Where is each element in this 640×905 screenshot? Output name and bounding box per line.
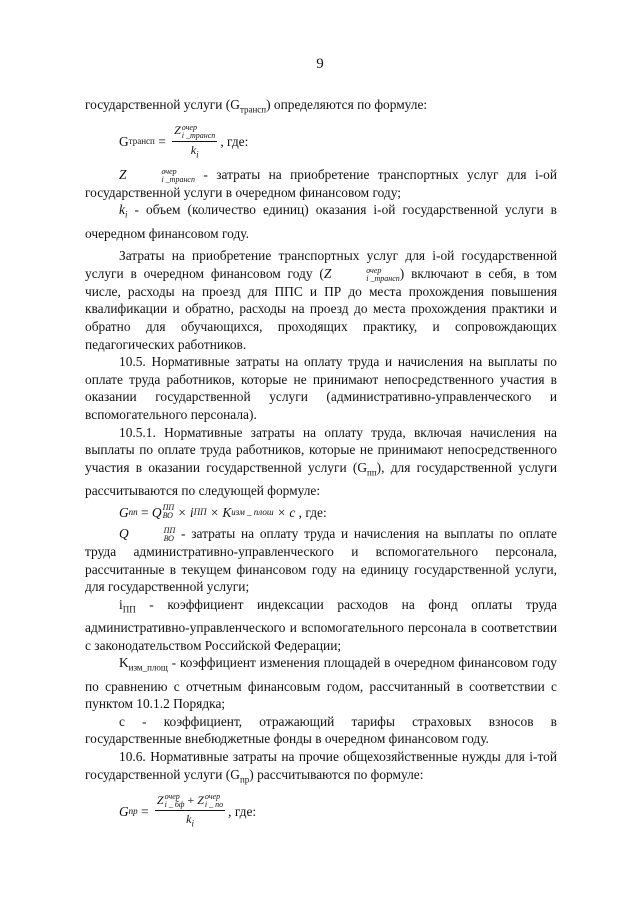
paragraph-10-5: 10.5. Нормативные затраты на оплату труда и начисления на выплаты по оплате труда работников, которые не принимают непосредственного участия в оказании государственной услуги (административно-управленческого и вспомогательного персонала). <box>85 354 557 422</box>
k-symbol: K <box>119 655 129 671</box>
subscript: i <box>191 818 194 829</box>
supsub <box>332 267 400 283</box>
q-symbol: Q <box>119 526 129 542</box>
denominator <box>186 811 194 830</box>
text: 10.5.1. Нормативные затраты на оплату труда, включая начисления на выплаты по оплате труда работников, которые не принимают непосредственного участия в оказании государственной услуги (G <box>85 424 557 475</box>
q-symbol: Q <box>151 504 162 520</box>
text: - затраты на оплату труда и начисления на выплаты по оплате труда административно-управленческого и вспомогательного персонала, рассчитанные в текущем финансовом году на единицу государственной услуги, для государственной услуги; <box>85 526 557 595</box>
k-symbol: k <box>186 812 192 827</box>
fraction <box>155 793 225 831</box>
supsub <box>130 527 176 543</box>
definition-q <box>85 525 557 596</box>
formula-transport <box>119 123 557 161</box>
sup: очер <box>181 122 197 132</box>
text: государственной услуги (G <box>85 97 240 112</box>
sub: ВО <box>162 511 173 521</box>
formula-tail: , где: <box>228 803 257 819</box>
formula-staff <box>119 504 557 522</box>
sup: очер <box>161 166 177 176</box>
fraction <box>172 123 217 161</box>
supsub <box>127 168 195 184</box>
sub: i _трансп <box>161 174 195 184</box>
numerator <box>172 123 217 141</box>
paragraph-10-6 <box>85 748 557 789</box>
text: ), для государственной услуги рассчитываются по следующей формуле: <box>85 459 557 498</box>
supsub <box>163 504 175 520</box>
sup: очер <box>164 792 180 802</box>
i-symbol: i <box>119 596 123 612</box>
subscript: i <box>196 148 199 159</box>
sub: i _трансп <box>181 130 216 140</box>
sup: очер <box>366 265 382 275</box>
plus: + <box>184 792 198 807</box>
z-symbol: Z <box>174 123 181 138</box>
formula-lhs: G <box>119 504 129 520</box>
text: ) включают в себя, в том числе, расходы на проезд для ППС и ПР до места прохождения повышения квалификации и обратно, расходы на проезд до места прохождения практики и обратно для обучающихся, проходящих практику, и сопровождающих педагогических работников. <box>85 265 557 352</box>
equals: = <box>154 134 170 150</box>
formula-tail: , где: <box>295 504 327 520</box>
z-symbol: Z <box>323 265 332 281</box>
k-term: × K <box>206 504 232 520</box>
k-symbol: k <box>190 142 197 157</box>
text: 10.6. Нормативные затраты на прочие общехозяйственные нужды для i-той государственной услуги (G <box>85 748 557 782</box>
denominator <box>191 142 199 161</box>
text: ) рассчитываются по формуле: <box>249 766 424 782</box>
definition-k-area <box>85 654 557 712</box>
supsub <box>182 124 216 140</box>
subscript: i <box>124 210 128 221</box>
sub: i _ по <box>204 800 224 810</box>
text: - объем (количество единиц) оказания i-ой государственной услуги в очередном финансовом году. <box>85 202 557 241</box>
supsub <box>205 793 223 809</box>
definition-k <box>85 201 557 242</box>
sup: очер <box>204 792 221 802</box>
equals: = <box>137 803 152 819</box>
formula-lhs: G <box>119 134 129 150</box>
z-symbol: Z <box>156 792 164 807</box>
document-body <box>85 96 557 832</box>
paragraph-10-5-1 <box>85 424 557 500</box>
subscript: ПП <box>193 506 207 517</box>
formula-tail: , где: <box>220 134 249 150</box>
subscript: изм_площ <box>128 663 168 674</box>
text: Затраты на приобретение транспортных услуг для i-ой государственной услуги в очередном финансовом году ( <box>85 248 557 281</box>
paragraph-transport-costs <box>85 247 557 353</box>
formula-lhs: G <box>119 803 129 819</box>
definition-c: с - коэффициент, отражающий тарифы страховых взносов в государственные внебюджетные фонды в очередном финансовом году. <box>85 713 557 747</box>
sub: i _трансп <box>366 273 400 283</box>
subscript: пп <box>367 467 377 478</box>
formula-other <box>119 793 557 831</box>
subscript: пр <box>239 774 250 785</box>
text: - затраты на приобретение транспортных услуг для i-ой государственной услуги в очередном финансовом году; <box>85 166 557 200</box>
subscript: трансп <box>128 136 155 147</box>
supsub <box>165 793 185 809</box>
paragraph-intro <box>85 96 557 119</box>
subscript: трансп <box>239 104 267 115</box>
definition-i <box>85 596 557 654</box>
text: - коэффициент индексации расходов на фонд оплаты труда административно-управленческого и вспомогательного персонала в соответствии с законодательством Российской Федерации; <box>85 596 557 653</box>
definition-z-transport <box>85 166 557 202</box>
z-symbol: Z <box>119 166 127 182</box>
subscript: изм _ плош <box>231 506 274 517</box>
sub: ВО <box>163 534 174 544</box>
k-symbol: k <box>119 202 125 218</box>
i-term: × i <box>174 504 194 520</box>
c-term: × c <box>273 504 296 520</box>
numerator <box>155 793 225 811</box>
subscript: пр <box>128 805 138 816</box>
equals: = <box>137 504 152 520</box>
sub: i _ бф <box>164 800 185 810</box>
z-symbol: Z <box>197 792 204 807</box>
text: ) определяются по формуле: <box>266 97 428 112</box>
subscript: пп <box>128 506 138 517</box>
page-number: 9 <box>316 56 324 72</box>
sup: ПП <box>162 503 175 513</box>
subscript: ПП <box>122 604 136 615</box>
text: - коэффициент изменения площадей в очередном финансовом году по сравнению с отчетным финансовым годом, рассчитанный в соответствии с пунктом 10.1.2 Порядка; <box>85 655 557 712</box>
sup: ПП <box>163 526 176 536</box>
